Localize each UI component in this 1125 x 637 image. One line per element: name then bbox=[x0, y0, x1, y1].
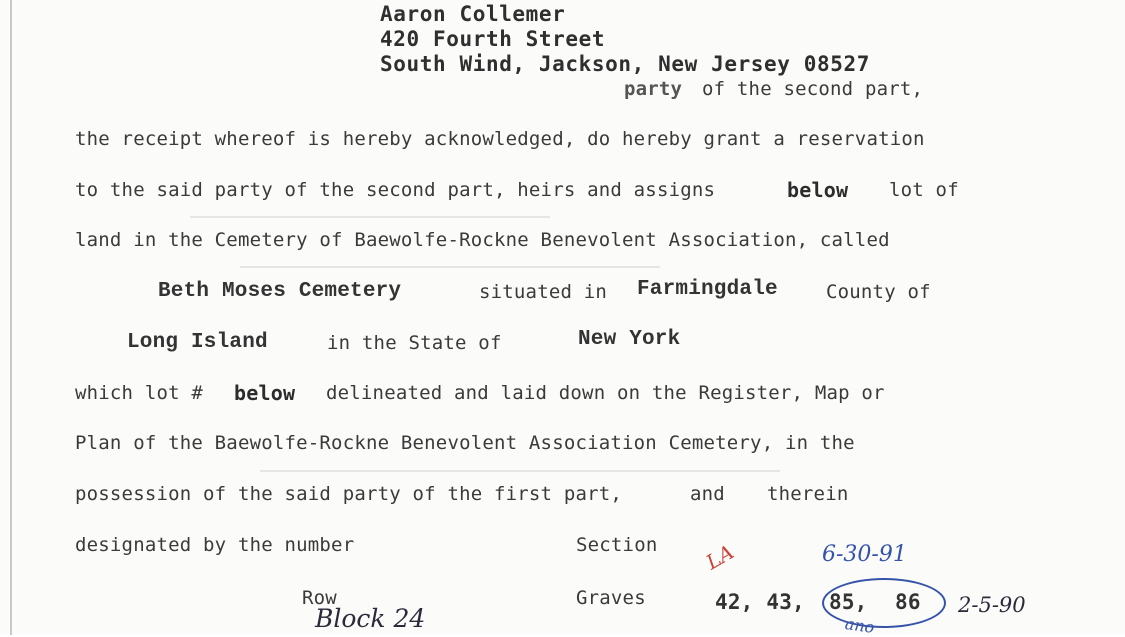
body-line-2a: to the said party of the second part, heirs and assigns bbox=[75, 179, 716, 201]
blue-handwritten-date: 6-30-91 bbox=[822, 542, 907, 567]
red-handwritten-mark: LA bbox=[701, 539, 738, 575]
grantee-name: Aaron Collemer bbox=[380, 2, 566, 26]
designated-label: designated by the number bbox=[75, 534, 355, 556]
state-name: New York bbox=[578, 328, 681, 351]
grave-circled-85: 85, bbox=[829, 590, 868, 614]
bleed-through-mark bbox=[190, 216, 550, 218]
cemetery-name: Beth Moses Cemetery bbox=[158, 280, 402, 303]
graves-numbers: 42, 43, bbox=[715, 590, 805, 614]
body-line-6a: which lot # bbox=[75, 382, 204, 404]
handwritten-date: 2-5-90 bbox=[958, 593, 1026, 617]
graves-label: Graves bbox=[576, 587, 646, 609]
handwritten-block: Block 24 bbox=[315, 604, 426, 633]
county-of: County of bbox=[826, 281, 931, 303]
grantee-city: South Wind, Jackson, New Jersey 08527 bbox=[380, 52, 870, 76]
situated-in: situated in bbox=[479, 281, 608, 303]
body-line-3: land in the Cemetery of Baewolfe-Rockne Benevolent Association, called bbox=[75, 229, 890, 251]
body-line-8-and: and bbox=[690, 483, 725, 505]
grave-circled-86: 86 bbox=[895, 590, 921, 614]
graves-circle-mark bbox=[822, 578, 946, 628]
body-line-8a: possession of the said party of the first part, bbox=[75, 483, 623, 505]
lot-fill-2: below bbox=[234, 381, 296, 405]
county-name: Long Island bbox=[127, 331, 268, 354]
page-edge-line bbox=[10, 0, 12, 635]
grantee-street: 420 Fourth Street bbox=[380, 27, 606, 51]
bleed-through-mark bbox=[260, 470, 780, 472]
party-rest: of the second part, bbox=[702, 78, 924, 100]
town-name: Farmingdale bbox=[637, 278, 778, 301]
section-label: Section bbox=[576, 534, 658, 556]
body-line-7: Plan of the Baewolfe-Rockne Benevolent Association Cemetery, in the bbox=[75, 432, 855, 454]
body-line-6b: delineated and laid down on the Register, Map or bbox=[326, 382, 885, 404]
lot-fill-1: below bbox=[787, 178, 849, 202]
body-line-1: the receipt whereof is hereby acknowledged, do hereby grant a reservation bbox=[75, 128, 925, 150]
body-line-8-therein: therein bbox=[767, 483, 849, 505]
in-state-of: in the State of bbox=[327, 332, 502, 354]
party-word: party bbox=[624, 78, 683, 100]
body-line-2b: lot of bbox=[889, 179, 959, 201]
blue-handwritten-note: ano bbox=[843, 614, 876, 637]
row-label: Row bbox=[302, 587, 337, 609]
bleed-through-mark bbox=[240, 266, 660, 268]
